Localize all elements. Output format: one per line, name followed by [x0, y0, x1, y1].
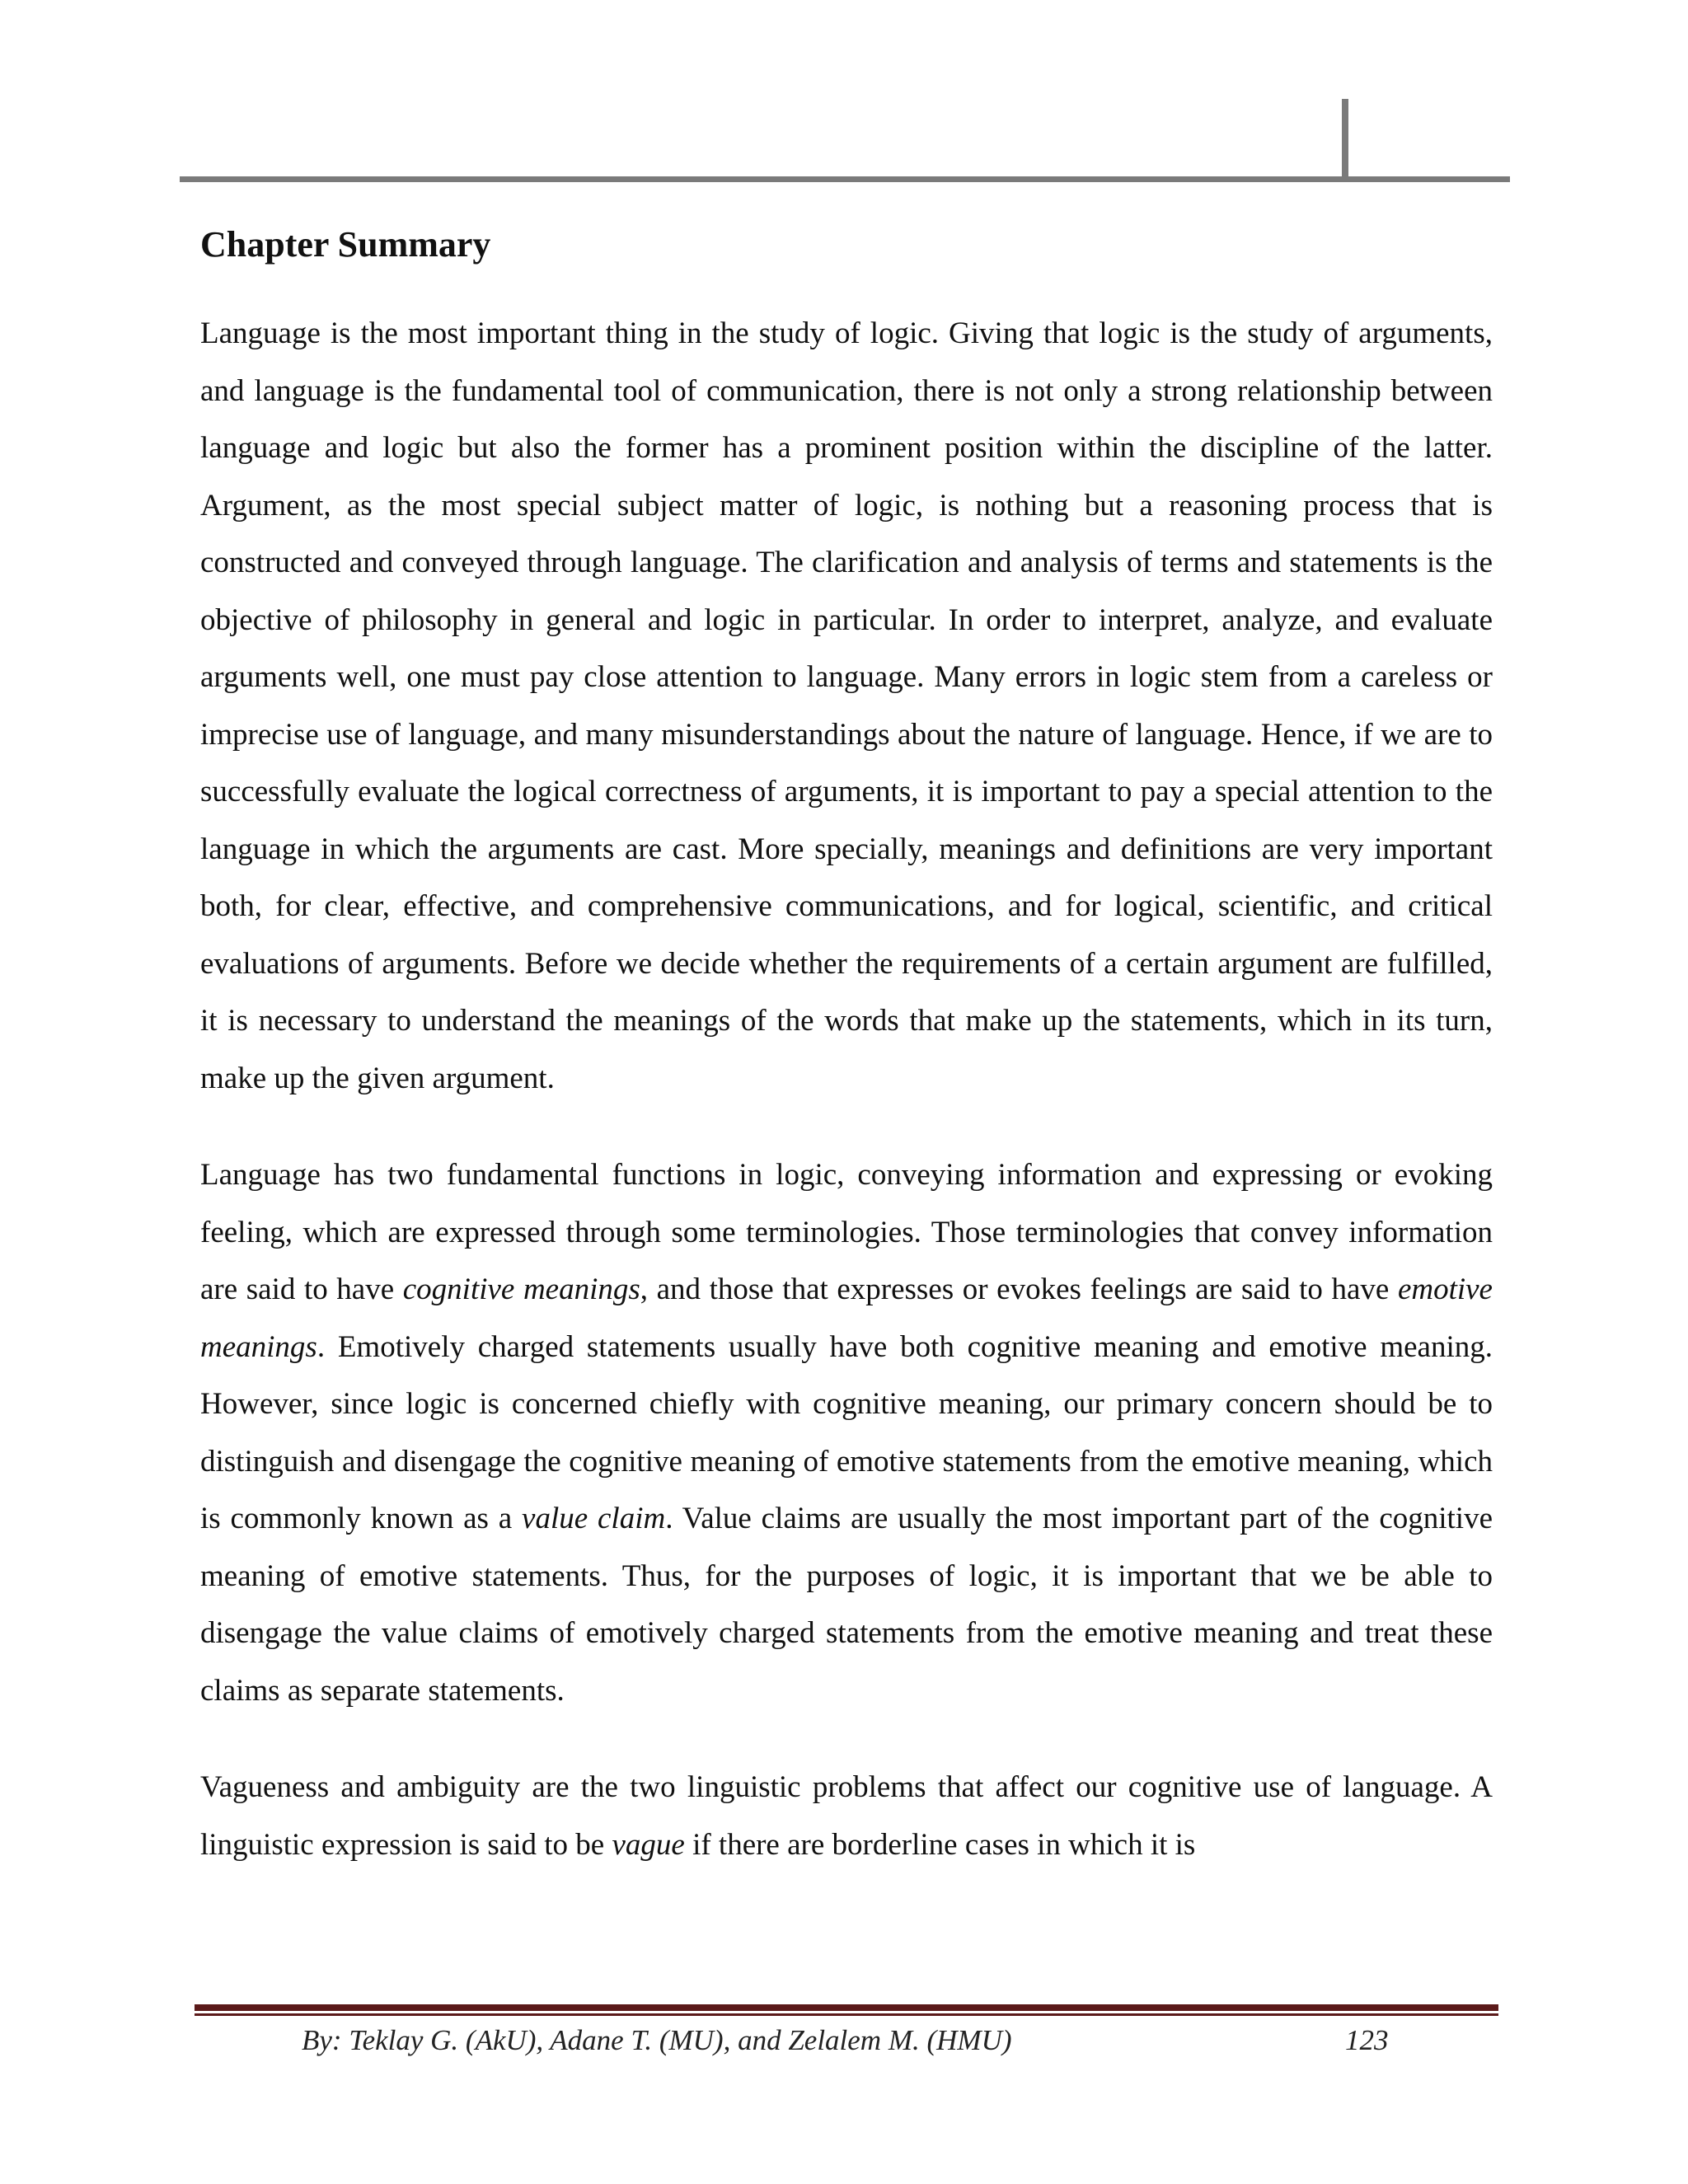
- header-vertical-tick: [1342, 99, 1348, 178]
- term-vague: vague: [612, 1827, 685, 1862]
- paragraph-text: . Emotively charged statements usually have both cognitive meaning and emotive meaning. However, since logic is concerned chiefly with cognitive meaning, our primary concern should be to distinguish and disengage the cognitive meaning of emotive statements from the emotive meaning, which is commonly known as a: [200, 1329, 1493, 1535]
- term-value-claim: value claim: [522, 1502, 666, 1535]
- paragraph-language-functions: [200, 1146, 1493, 1719]
- page-number: 123: [1345, 2024, 1389, 2056]
- term-cognitive-meanings: cognitive meanings: [402, 1272, 640, 1306]
- term-emotive-meanings: emotive meanings: [200, 1272, 1493, 1364]
- paragraph-language-importance: [200, 305, 1493, 1107]
- chapter-title: Chapter Summary: [200, 224, 491, 265]
- footer-rule-thin: [195, 2013, 1498, 2016]
- paragraph-text: . Value claims are usually the most important part of the cognitive meaning of emotive statements. Thus, for the purposes of logic, it is important that we be able to disengage the value claims of emotively charged statements from the emotive meaning and treat these claims as separate statements.: [200, 1502, 1493, 1708]
- paragraph-vagueness-ambiguity: [200, 1759, 1493, 1873]
- header-rule: [180, 176, 1510, 182]
- paragraph-text: if there are borderline cases in which it is: [684, 1827, 1196, 1862]
- footer-rule-thick: [195, 2004, 1498, 2011]
- footer-authors: By: Teklay G. (AkU), Adane T. (MU), and Zelalem M. (HMU): [302, 2024, 1012, 2056]
- paragraph-text: Language has two fundamental functions in logic, conveying information and expressing or evoking feeling, which are expressed through some terminologies. Those terminologies that convey information are said to have: [200, 1158, 1493, 1306]
- paragraph-text: Vagueness and ambiguity are the two linguistic problems that affect our cognitive use of language. A linguistic expression is said to be: [200, 1770, 1493, 1862]
- page-content: [200, 216, 1493, 1913]
- paragraph-text: , and those that expresses or evokes feelings are said to have: [640, 1272, 1398, 1306]
- paragraph-text: Language is the most important thing in the study of logic. Giving that logic is the study of arguments, and language is the fundamental tool of communication, there is not only a strong relationship between language and logic but also the former has a prominent position within the discipline of the latter. Argument, as the most special subject matter of logic, is nothing but a reasoning process that is constructed and conveyed through language. The clarification and analysis of terms and statements is the objective of philosophy in general and logic in particular. In order to interpret, analyze, and evaluate arguments well, one must pay close attention to language. Many errors in logic stem from a careless or imprecise use of language, and many misunderstandings about the nature of language. Hence, if we are to successfully evaluate the logical correctness of arguments, it is important to pay a special attention to the language in which the arguments are cast. More specially, meanings and definitions are very important both, for clear, effective, and comprehensive communications, and for logical, scientific, and critical evaluations of arguments. Before we decide whether the requirements of a certain argument are fulfilled, it is necessary to understand the meanings of the words that make up the statements, which in its turn, make up the given argument.: [200, 316, 1493, 1095]
